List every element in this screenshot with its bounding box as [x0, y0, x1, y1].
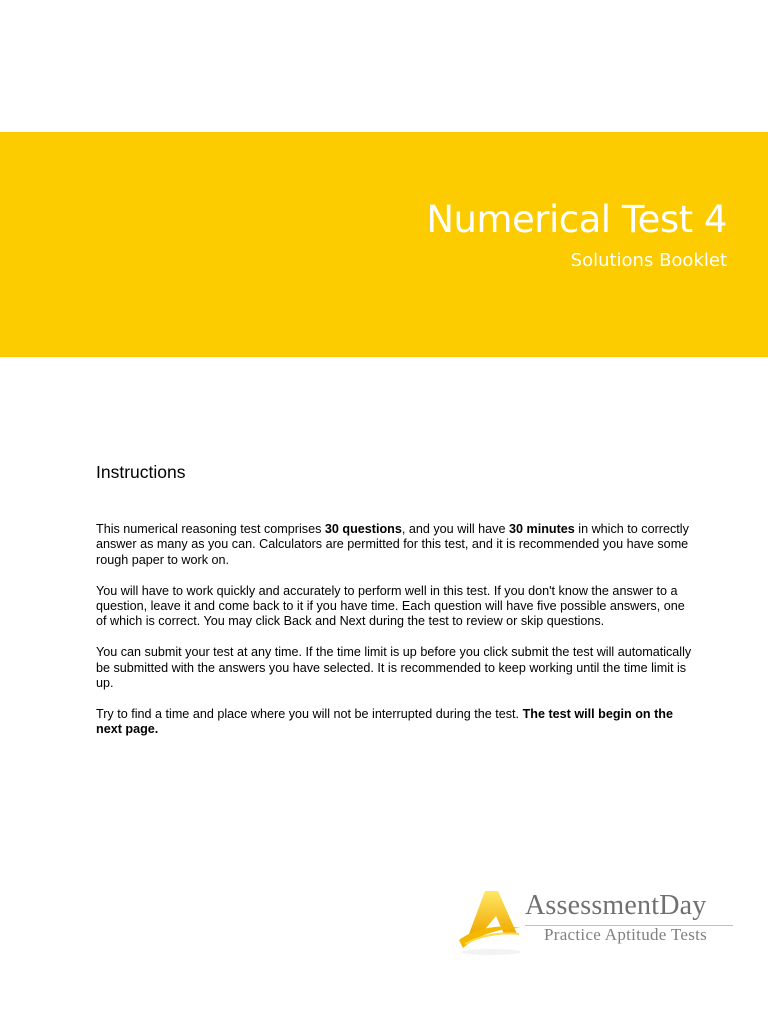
- question-count: 30 questions: [324, 522, 402, 536]
- instructions-paragraph-3: You can submit your test at any time. If the time limit is up before you click submit the test will automatically be submitted with the answers you have selected. It is recommended to keep working until the time limit is up.: [96, 645, 692, 691]
- instructions-heading: Instructions: [96, 462, 186, 482]
- instructions-body: [96, 522, 696, 753]
- logo-wordmark: AssessmentDay: [525, 890, 707, 921]
- document-title: Numerical Test 4: [426, 198, 727, 241]
- assessmentday-logo: [455, 888, 740, 958]
- text-span: in which to correctly answer as many as you can. Calculators are permitted for this test, and it is recommended you have some rough paper to work on.: [96, 522, 689, 567]
- instructions-paragraph-4: [96, 707, 696, 738]
- instructions-paragraph-2: You will have to work quickly and accurately to perform well in this test. If you don't know the answer to a question, leave it and come back to it if you have time. Each question will have five possible answers, one of which is correct. You may click Back and Next during the test to review or skip questions.: [96, 583, 685, 629]
- document-subtitle: Solutions Booklet: [570, 250, 727, 271]
- text-span: This numerical reasoning test comprises: [96, 522, 325, 536]
- assessmentday-a-logo-icon: [455, 888, 527, 958]
- title-banner: [0, 132, 768, 357]
- logo-tagline: Practice Aptitude Tests: [544, 925, 708, 944]
- instructions-paragraph-1: [96, 522, 696, 568]
- time-limit: 30 minutes: [508, 522, 575, 536]
- text-span: Try to find a time and place where you will not be interrupted during the test.: [96, 706, 523, 721]
- text-span: , and you will have: [401, 522, 509, 536]
- next-page-note: The test will begin on the next page.: [96, 706, 673, 737]
